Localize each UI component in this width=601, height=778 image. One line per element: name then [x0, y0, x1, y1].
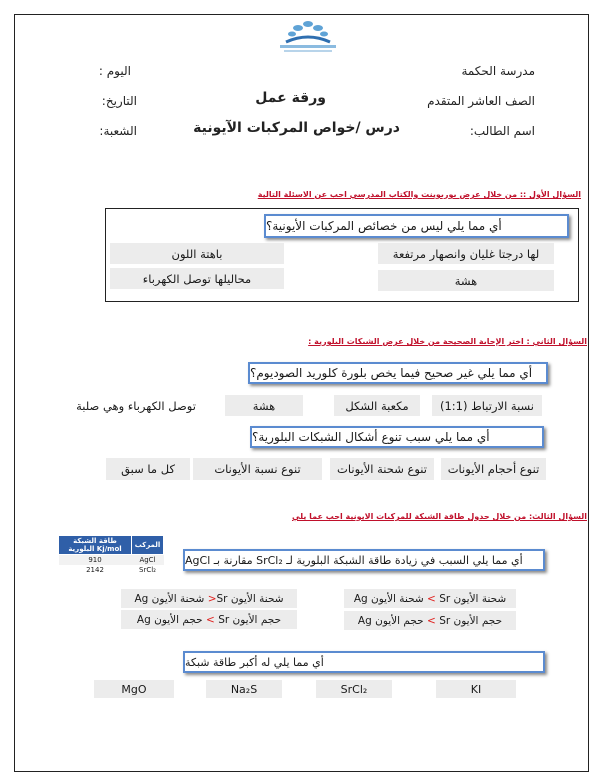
cell-compound: SrCl₂ [139, 566, 156, 574]
q2-heading: السؤال الثاني : اختر الإجابة الصحيحة من خلال عرض الشبكات البلورية : [308, 337, 587, 346]
q1-option-4[interactable]: محاليلها توصل الكهرباء [110, 268, 284, 289]
q3b-option-3[interactable]: Na₂S [206, 680, 282, 698]
q2b-question-box [250, 426, 544, 448]
q3a-option-3[interactable] [344, 611, 516, 630]
col-energy-header: طاقة الشبكة البلورية Kj/mol [59, 536, 132, 555]
option-a: Sr [439, 614, 451, 627]
q1-option-1[interactable]: لها درجتا غليان وانصهار مرتفعة [378, 243, 554, 264]
date-label: التاريخ: [101, 94, 137, 108]
lattice-energy-table [58, 535, 164, 575]
table-row [59, 565, 164, 575]
q3a-option-2[interactable] [121, 589, 297, 608]
q1-option-2[interactable]: باهتة اللون [110, 243, 284, 264]
option-b: حجم الأيون Ag [136, 613, 203, 626]
option-symbol: > [206, 613, 215, 626]
option-a: Sr [439, 592, 451, 605]
school-logo-icon [268, 18, 348, 56]
q2b-option-3[interactable]: تنوع نسبة الأيونات [193, 458, 322, 480]
sheet-title: ورقة عمل [255, 90, 326, 106]
option-a: Sr [216, 592, 228, 605]
q3a-question-box [183, 549, 545, 571]
q3-heading: السؤال الثالث: من خلال جدول طاقة الشبكة للمركبات الايونية اجب عما يلي [291, 512, 587, 521]
q3a-option-4[interactable] [121, 610, 297, 629]
option-b: شحنة الأيون Ag [134, 592, 205, 605]
q3a-option-1[interactable] [344, 589, 516, 608]
q3b-option-4[interactable]: MgO [94, 680, 174, 698]
school-name: مدرسة الحكمة [461, 64, 535, 78]
col-compound-header: المركب [132, 536, 164, 555]
option-symbol: > [427, 614, 436, 627]
q2a-question-box [248, 362, 548, 384]
student-name-label: اسم الطالب: [469, 124, 535, 138]
day-label: اليوم : [98, 64, 131, 78]
grade-label: الصف العاشر المتقدم [427, 94, 535, 108]
lesson-title: درس /خواص المركبات الآيونية [193, 120, 400, 136]
option-prefix: شحنة الأيون [230, 592, 284, 605]
q2a-option-2[interactable]: مكعبة الشكل [334, 395, 420, 416]
option-b: شحنة الأيون Ag [353, 592, 424, 605]
q2b-option-1[interactable]: تنوع أحجام الأيونات [441, 458, 546, 480]
section-label: الشعبة: [99, 124, 137, 138]
q3b-option-2[interactable]: SrCl₂ [316, 680, 392, 698]
q1-heading: السؤال الأول :: من خلال عرض بوربوينت والكتاب المدرسي اجب عن الاسئلة التالية [257, 190, 581, 199]
q2b-option-4[interactable]: كل ما سبق [106, 458, 190, 480]
q3b-option-1[interactable]: KI [436, 680, 516, 698]
table-row [59, 555, 164, 566]
q3b-question: أي مما يلي له أكبر طاقة شبكة [185, 655, 324, 669]
q1-question: أي مما يلي ليس من خصائص المركبات الأيونية؟ [266, 219, 502, 233]
cell-energy: 2142 [86, 566, 104, 574]
option-prefix: شحنة الأيون [453, 592, 507, 605]
q2a-option-1[interactable]: نسبة الارتباط (1:1) [432, 395, 542, 416]
q3a-question: أي مما يلي السبب في زيادة طاقة الشبكة البلورية لـ SrCl₂ مقارنة بـ AgCl [185, 553, 523, 567]
option-a: Sr [218, 613, 230, 626]
option-symbol: > [427, 592, 436, 605]
q2b-option-2[interactable]: تنوع شحنة الأيونات [330, 458, 434, 480]
q2a-option-3[interactable]: هشة [225, 395, 303, 416]
q2a-question: أي مما يلي غير صحيح فيما يخص بلورة كلوريد الصوديوم؟ [250, 366, 533, 380]
q2a-option-4[interactable]: توصل الكهرباء وهي صلبة [76, 398, 196, 413]
q1-option-3[interactable]: هشة [378, 270, 554, 291]
cell-compound: AgCl [132, 555, 164, 566]
option-b: حجم الأيون Ag [357, 614, 424, 627]
option-symbol: < [207, 592, 217, 605]
option-prefix: حجم الأيون [232, 613, 282, 626]
q2b-question: أي مما يلي سبب تنوع أشكال الشبكات البلورية؟ [252, 430, 490, 444]
q1-question-box [264, 214, 569, 238]
q3b-question-box [183, 651, 545, 673]
option-prefix: حجم الأيون [453, 614, 503, 627]
cell-energy: 910 [59, 555, 132, 566]
